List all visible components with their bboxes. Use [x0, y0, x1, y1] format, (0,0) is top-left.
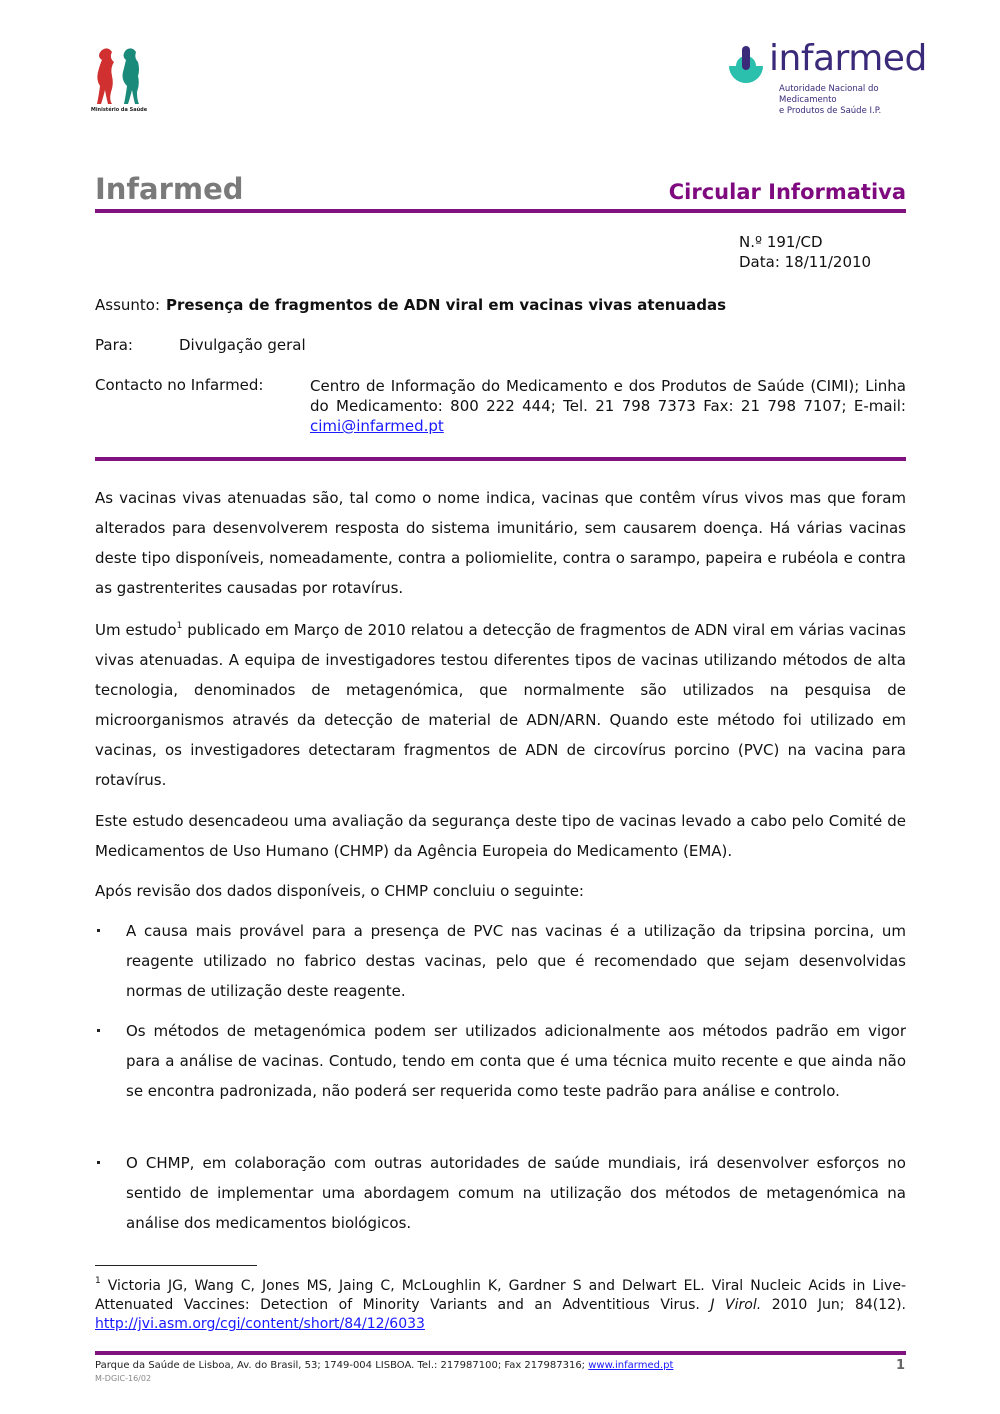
- bullet-icon: [97, 1029, 100, 1032]
- paragraph-evaluation: Este estudo desencadeou uma avaliação da segurança deste tipo de vacinas levado a cabo pelo Comité de Medicamentos de Uso Humano (CHMP) da Agência Europeia do Medicamento (EMA).: [95, 812, 906, 860]
- infarmed-subtitle-line1: Autoridade Nacional do Medicamento: [779, 84, 879, 105]
- footnote-journal: J Virol.: [710, 1297, 762, 1313]
- bullet-icon: [97, 1161, 100, 1164]
- list-item: [95, 1148, 906, 1238]
- meta-divider: [95, 457, 906, 461]
- paragraph-conclusion-intro: Após revisão dos dados disponíveis, o CHMP concluiu o seguinte:: [95, 882, 584, 900]
- footnote-ref[interactable]: 1: [176, 621, 183, 631]
- contact-text: Centro de Informação do Medicamento e dos Produtos de Saúde (CIMI); Linha do Medicamento: 800 222 444; Tel. 21 798 7373 Fax: 21 798 7107; E-mail:: [310, 377, 906, 415]
- doc-type-title: Circular Informativa: [668, 180, 906, 204]
- subject-label: Assunto:: [95, 296, 161, 314]
- infarmed-mark-icon: [725, 46, 767, 88]
- org-title: Infarmed: [95, 172, 244, 206]
- page-number: 1: [895, 1358, 905, 1373]
- list-item-text: O CHMP, em colaboração com outras autoridades de saúde mundiais, irá desenvolver esforços no sentido de implementar uma abordagem comum na utilização dos métodos de metagenómica na análise dos medicamentos biológicos.: [126, 1154, 906, 1232]
- list-item: [95, 916, 906, 1006]
- paragraph-study: [95, 615, 906, 795]
- footnote-url-link[interactable]: http://jvi.asm.org/cgi/content/short/84/12/6033: [95, 1316, 425, 1332]
- footer-divider: [95, 1351, 906, 1355]
- infarmed-logo: [725, 38, 935, 116]
- header-divider: [95, 209, 906, 213]
- doc-date: Data: 18/11/2010: [739, 253, 872, 271]
- footnote-text: Victoria JG, Wang C, Jones MS, Jaing C, McLoughlin K, Gardner S and Delwart EL. Viral Nucleic Acids in Live-Attenuated Vaccines: Detection of Minority Variants and an Adventitious Virus.: [95, 1278, 906, 1313]
- ministry-of-health-logo: [92, 46, 162, 118]
- paragraph-study-start: Um estudo: [95, 621, 177, 639]
- subject-row: [95, 296, 726, 314]
- list-item: [95, 1016, 906, 1106]
- recipient-label: Para:: [95, 336, 133, 354]
- footnote-text-after: 2010 Jun; 84(12).: [761, 1297, 906, 1313]
- bullet-icon: [97, 929, 100, 932]
- list-item-text: A causa mais provável para a presença de PVC nas vacinas é a utilização da tripsina porcina, um reagente utilizado no fabrico destas vacinas, pelo que é recomendado que sejam desenvolvidas normas de utilização deste reagente.: [126, 922, 906, 1000]
- list-item-text: Os métodos de metagenómica podem ser utilizados adicionalmente aos métodos padrão em vigor para a análise de vacinas. Contudo, tendo em conta que é uma técnica muito recente e que ainda não se encontra padronizada, não poderá ser requerida como teste padrão para análise e controlo.: [126, 1022, 906, 1100]
- paragraph-study-rest: publicado em Março de 2010 relatou a detecção de fragmentos de ADN viral em várias vacinas vivas atenuadas. A equipa de investigadores testou diferentes tipos de vacinas utilizando métodos de alta tecnologia, denominados de metagenómica, que normalmente são utilizados na pesquisa de microorganismos através da detecção de material de ADN/ARN. Quando este método foi utilizado em vacinas, os investigadores detectaram fragmentos de ADN de circovírus porcino (PVC) na vacina para rotavírus.: [95, 621, 906, 789]
- doc-meta: [739, 232, 871, 272]
- infarmed-subtitle: [779, 84, 935, 117]
- recipient-value: Divulgação geral: [179, 336, 306, 354]
- ministry-caption: Ministério da Saúde: [90, 107, 148, 113]
- footnote-separator: [95, 1265, 257, 1266]
- footer-website-link[interactable]: www.infarmed.pt: [588, 1360, 674, 1371]
- infarmed-subtitle-line2: e Produtos de Saúde I.P.: [779, 106, 882, 116]
- footnote: [95, 1277, 906, 1334]
- ministry-figures-icon: [92, 46, 148, 106]
- footnote-marker: 1: [95, 1276, 101, 1286]
- contact-email-link[interactable]: cimi@infarmed.pt: [310, 417, 444, 435]
- infarmed-wordmark: infarmed: [769, 38, 927, 79]
- footer-address: [95, 1360, 673, 1371]
- footer-address-text: Parque da Saúde de Lisboa, Av. do Brasil, 53; 1749-004 LISBOA. Tel.: 217987100; Fax 217987316;: [95, 1360, 589, 1371]
- contact-value: [310, 376, 906, 436]
- form-code: M-DGIC-16/02: [95, 1374, 152, 1383]
- contact-label: Contacto no Infarmed:: [95, 376, 264, 394]
- doc-number: N.º 191/CD: [739, 233, 823, 251]
- paragraph-intro: As vacinas vivas atenuadas são, tal como o nome indica, vacinas que contêm vírus vivos mas que foram alterados para desenvolverem resposta do sistema imunitário, sem causarem doença. Há várias vacinas deste tipo disponíveis, nomeadamente, contra a poliomielite, contra o sarampo, papeira e rubéola e contra as gastrenterites causadas por rotavírus.: [95, 489, 906, 597]
- recipient-row: [95, 336, 306, 354]
- subject-value: Presença de fragmentos de ADN viral em vacinas vivas atenuadas: [166, 296, 727, 314]
